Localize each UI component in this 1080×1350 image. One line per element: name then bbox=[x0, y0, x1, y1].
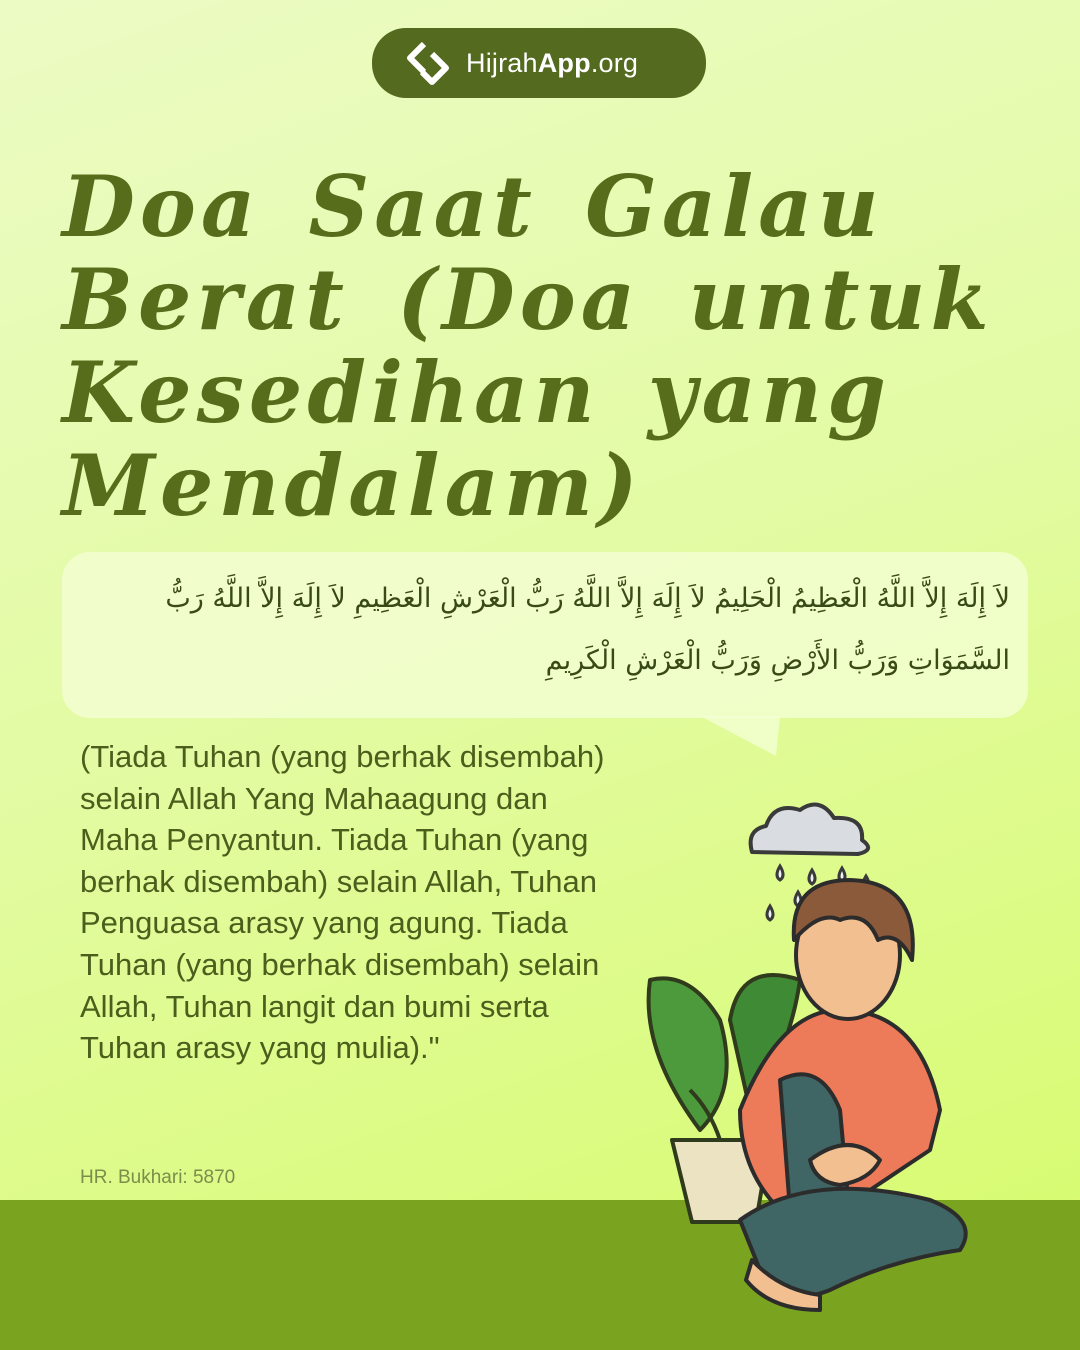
sad-boy-illustration bbox=[630, 790, 1080, 1320]
hadith-source: HR. Bukhari: 5870 bbox=[80, 1167, 236, 1188]
speech-bubble-tail bbox=[700, 716, 780, 758]
arabic-prayer-text: لاَ إِلَهَ إِلاَّ اللَّهُ الْعَظِيمُ الْحَلِيمُ لاَ إِلَهَ إِلاَّ اللَّهُ رَبُّ الْعَرْشِ الْعَظِيمِ لاَ إِلَهَ إِلاَّ اللَّهُ رَبُّ السَّمَوَاتِ وَرَبُّ الأَرْضِ وَرَبُّ الْعَرْشِ الْكَرِيمِ bbox=[165, 583, 1010, 676]
rain-cloud-icon bbox=[751, 805, 869, 854]
hijrahapp-logo-icon bbox=[402, 36, 456, 90]
brand-name: HijrahApp.org bbox=[466, 47, 639, 78]
sad-boy bbox=[740, 880, 966, 1310]
brand-badge bbox=[372, 28, 706, 98]
page-title: Doa Saat Galau Berat (Doa untuk Kesedihan yang Mendalam) bbox=[62, 157, 994, 535]
prayer-translation: (Tiada Tuhan (yang berhak disembah) selain Allah Yang Mahaagung dan Maha Penyantun. Tiada Tuhan (yang berhak disembah) selain Allah, Tuhan Penguasa arasy yang agung. Tiada Tuhan (yang berhak disembah) selain Allah, Tuhan langit dan bumi serta Tuhan arasy yang mulia)." bbox=[80, 739, 605, 1066]
